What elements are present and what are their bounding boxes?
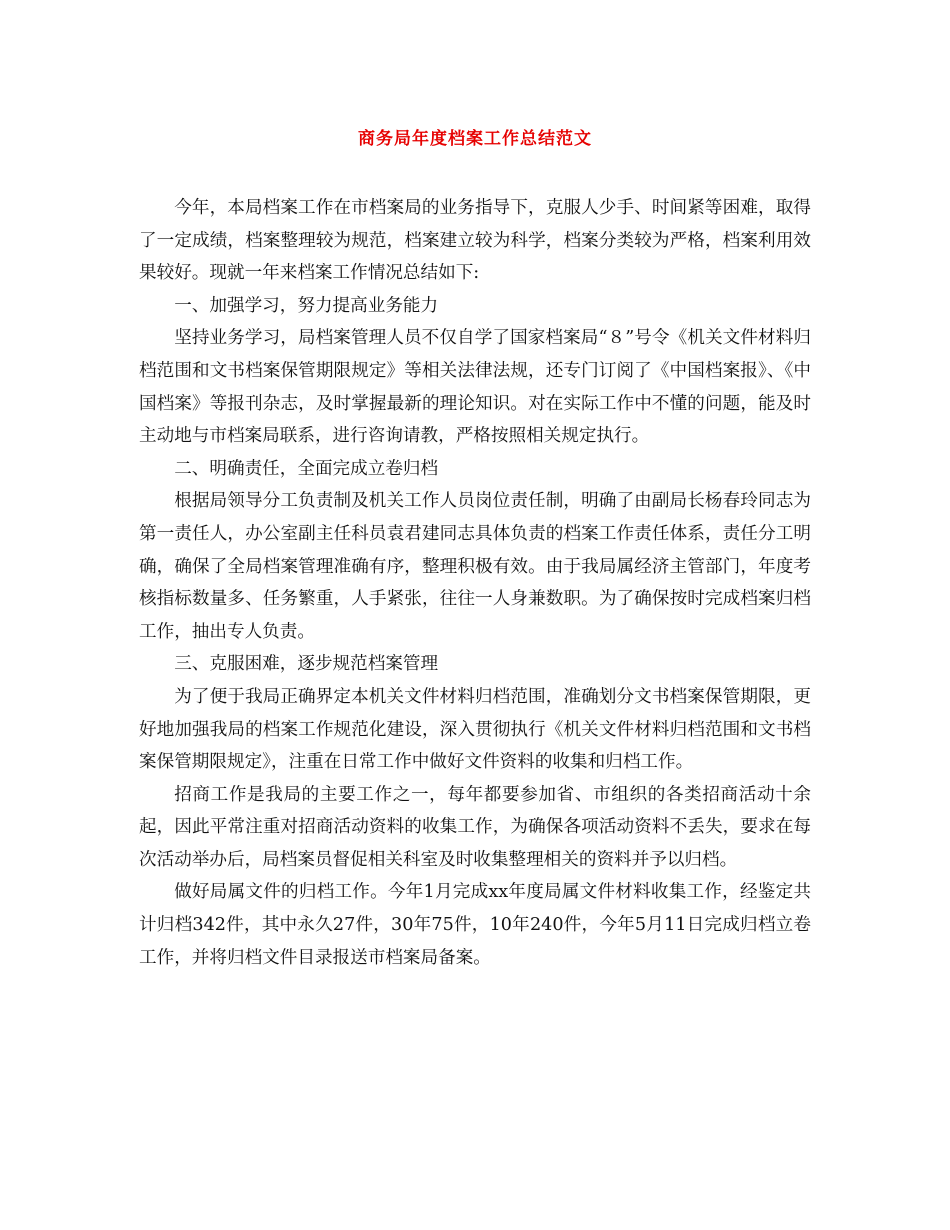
paragraph-study: 坚持业务学习，局档案管理人员不仅自学了国家档案局“８”号令《机关文件材料归档范围和文书档案保管期限规定》等相关法律法规，还专门订阅了《中国档案报》、《中国档案》等报刊杂志，及时掌握最新的理论知识。对在实际工作中不懂的问题，能及时主动地与市档案局联系，进行咨询请教，严格按照相关规定执行。 <box>139 328 811 447</box>
paragraph-intro: 今年，本局档案工作在市档案局的业务指导下，克服人少手、时间紧等困难，取得了一定成绩，档案整理较为规范，档案建立较为科学，档案分类较为严格，档案利用效果较好。现就一年来档案工作情况总结如下: <box>139 198 811 284</box>
document-title: 商务局年度档案工作总结范文 <box>358 129 592 149</box>
paragraph-responsibility: 根据局领导分工负责制及机关工作人员岗位责任制，明确了由副局长杨春玲同志为第一责任人，办公室副主任科员袁君建同志具体负责的档案工作责任体系，责任分工明确，确保了全局档案管理准确有序，整理积极有效。由于我局属经济主管部门，年度考核指标数量多、任务繁重，人手紧张，往往一人身兼数职。为了确保按时完成档案归档工作，抽出专人负责。 <box>139 491 811 642</box>
paragraph-investment: 招商工作是我局的主要工作之一，每年都要参加省、市组织的各类招商活动十余起，因此平常注重对招商活动资料的收集工作，为确保各项活动资料不丢失，要求在每次活动举办后，局档案员督促相关科室及时收集整理相关的资料并予以归档。 <box>139 784 811 870</box>
section-heading-1: 一、加强学习，努力提高业务能力 <box>174 295 439 316</box>
document-body <box>139 192 811 974</box>
paragraph-standardize: 为了便于我局正确界定本机关文件材料归档范围，准确划分文书档案保管期限，更好地加强我局的档案工作规范化建设，深入贯彻执行《机关文件材料归档范围和文书档案保管期限规定》，注重在日常工作中做好文件资料的收集和归档工作。 <box>139 686 811 773</box>
section-heading-3: 三、克服困难，逐步规范档案管理 <box>174 654 439 675</box>
section-heading-2: 二、明确责任，全面完成立卷归档 <box>174 458 439 479</box>
paragraph-filing: 做好局属文件的归档工作。今年1月完成xx年度局属文件材料收集工作，经鉴定共计归档342件，其中永久27件，30年75件，10年240件，今年5月11日完成归档立卷工作，并将归档文件目录报送市档案局备案。 <box>139 882 811 968</box>
